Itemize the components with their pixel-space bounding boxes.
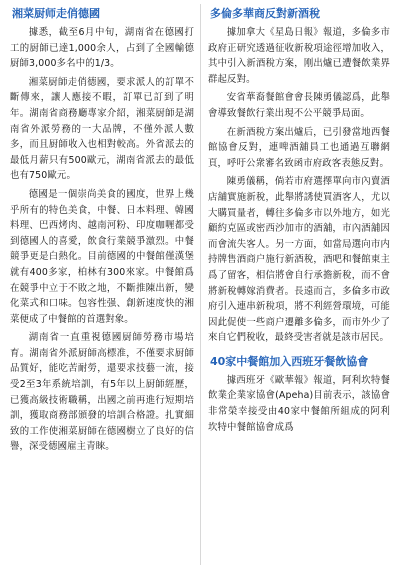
article-paragraph: 陳勇儀稱，倘若市府選擇單向市內賣酒店舖實施新稅，此舉將誘使買酒客人，尤以大購買量者，轉往多倫多市以外地方，如光顧約克區或密西沙加市的酒舖，市內酒舖因而會流失客人。另一方面，如當局選向市内持牌售酒商户施行新酒稅，酒吧和餐館東主爲了留客，相信將會自行承擔新稅，而不會將新稅轉嫁消費者。長遠而言，多倫多市政府引入連串新稅項，將不利經營環境，可能因此促使一些商户遷離多倫多，而市外少了來自它們稅收，最終受害者就是該市居民。 — [208, 176, 390, 344]
left-column — [10, 6, 194, 458]
article-headline-hunan-chefs: 湘菜厨师走俏德國 — [12, 7, 100, 20]
article-headline-toronto-liquor-tax: 多倫多華商反對新酒稅 — [210, 7, 320, 20]
article-paragraph: 安省華裔餐館會會長陳勇儀認爲，此舉會導致餐飲行業出現不公平競爭局面。 — [208, 92, 390, 119]
article-paragraph: 湖南省一直重視德國厨師勞務市場培育。湖南省外派厨師高標准，不僅要求厨師品質好，能吃苦耐勞，還要求技藝一流，接受2至3年系統培訓，有5年以上厨師經歷，已獲高級技術職稱，出國之前再進行短期培訓，獲取商務部頒發的培訓合格證。扎實細致的工作使湘菜厨師在德國樹立了良好的信譽，深受德國雇主青睞。 — [10, 332, 194, 453]
article-paragraph: 據加拿大《星島日報》報道，多倫多市政府正研究透過征收新稅項途徑增加收入，其中引入新酒稅方案，刚出爐已遭餐飲業界群起反對。 — [208, 27, 390, 85]
article-headline-spain-association: 40家中餐館加入西班牙餐飲協會 — [210, 354, 369, 368]
column-divider — [200, 4, 201, 565]
article-paragraph: 在新酒稅方案出爐后，已引發當地西餐館協會反對，連啤酒舖員工也通過互聯網頁，呼吁公衆審名致函市府政客表態反對。 — [208, 126, 390, 169]
article-paragraph: 據悉，截至6月中旬，湖南省在德國打工的厨師已達1,000余人，占到了全國輸德厨師3,000多名中的1/3。 — [10, 27, 194, 70]
article-paragraph: 德國是一個崇尚美食的國度，世界上幾乎所有的特色美食，中餐、日本料理、韓國料理、巴西烤肉、越南河粉、印度咖喱都受到德國人的喜愛，飲食行業競爭激烈。中餐競爭更是白熱化。目前德國的中餐館僅漢堡就有400多家，柏林有300來家。中餐館爲在競爭中立于不敗之地，不斷推陳出新，變化菜式和口味。包容性强、創新速度快的湘菜便成了中餐館的首選對象。 — [10, 188, 194, 325]
article-paragraph: 湘菜厨師走俏德國，要求派人的訂單不斷傳來，讓人應接不暇，訂單已訂到了明年。湖南省商務廳專家介紹，湘菜厨師是湖南省外派勞務的一大品牌，不僅外派人數多，而且厨師收入也相對較高。外省派去的最低月薪只有500歐元，湖南省派去的最低也有750歐元。 — [10, 76, 194, 182]
right-column — [208, 6, 390, 438]
article-paragraph: 據西班牙《歐華報》報道，阿利坎特餐飲業企業家協會(Apeha)目前表示，該協會非常榮幸接受由40家中餐館所組成的阿利坎特中餐館協會成爲 — [208, 374, 390, 433]
